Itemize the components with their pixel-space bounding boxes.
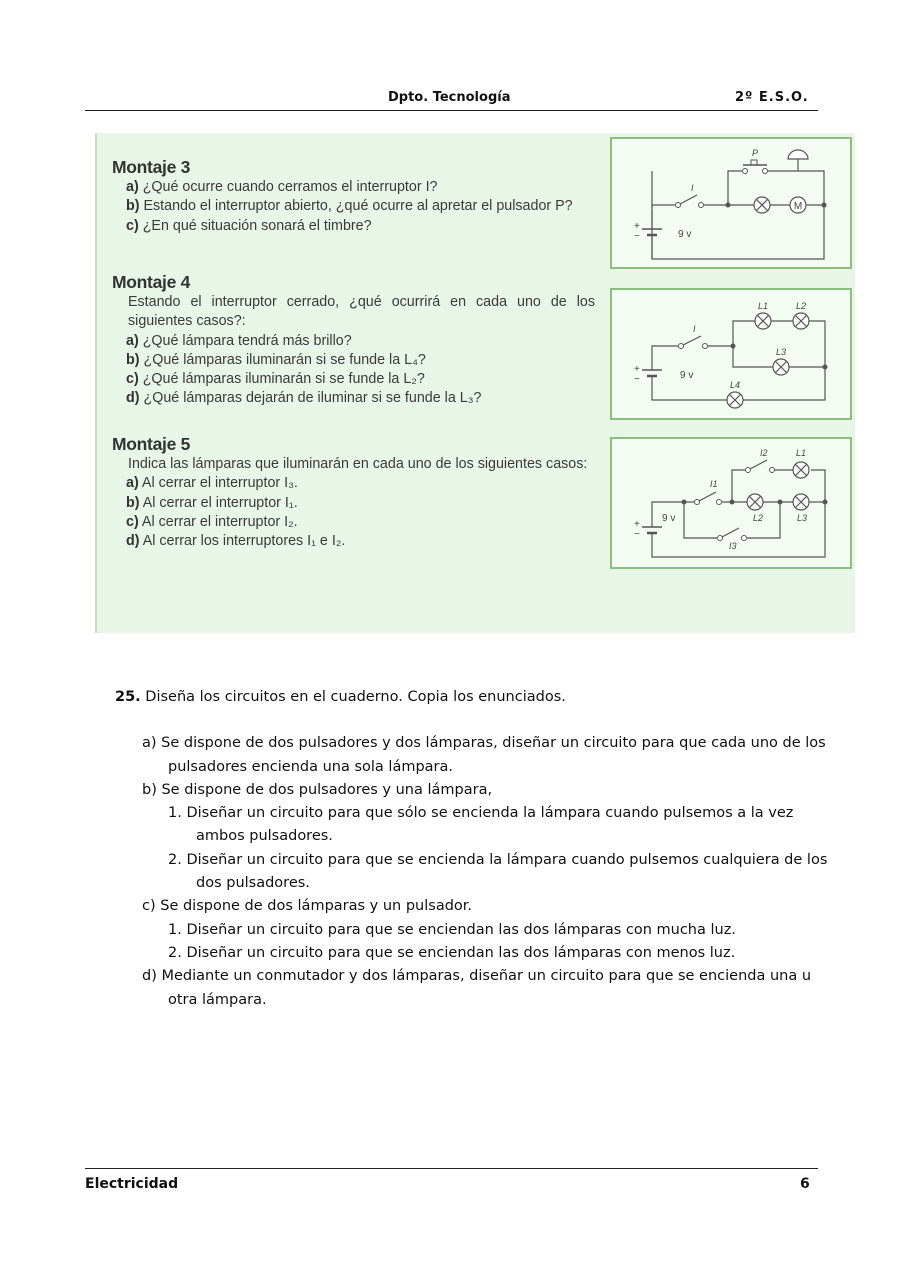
lamp-L2 (793, 313, 809, 329)
lamp-L1 (793, 462, 809, 478)
exercise-item: a) Se dispone de dos pulsadores y dos lámparas, diseñar un circuito para que cada uno de los pulsadores encienda una sola lámpara. (142, 735, 826, 775)
exercise-items (115, 732, 835, 1012)
montaje-intro: Indica las lámparas que iluminarán en cada uno de los siguientes casos: (128, 456, 588, 473)
footer-rule (85, 1168, 818, 1169)
motor-label: M (793, 201, 803, 212)
lamp-L1 (755, 313, 771, 329)
exercise-item: 2. Diseñar un circuito para que se encienda la lámpara cuando pulsemos cualquiera de los dos pulsadores. (168, 851, 828, 892)
svg-text:L3: L3 (797, 513, 808, 523)
lamp-L3 (793, 494, 809, 510)
montaje-3 (112, 158, 573, 236)
svg-text:9 v: 9 v (680, 370, 694, 381)
lamp-L2 (747, 494, 763, 510)
svg-text:I1: I1 (710, 479, 718, 489)
circuit-diagram-montaje-3 (610, 137, 852, 269)
montaje-4 (112, 273, 595, 408)
question: a) ¿Qué ocurre cuando cerramos el interruptor I? (126, 179, 438, 196)
question: d) ¿Qué lámparas dejarán de iluminar si se funde la L₃? (126, 390, 482, 407)
question: b) ¿Qué lámparas iluminarán si se funde la L₄? (126, 351, 426, 368)
question: c) ¿En qué situación sonará el timbre? (126, 217, 372, 234)
voltage-label: 9 v (678, 229, 692, 240)
svg-text:L3: L3 (776, 347, 787, 357)
lamp-L4 (727, 392, 743, 408)
exercise-item: 1. Diseñar un circuito para que se enciendan las dos lámparas con mucha luz. (168, 921, 736, 938)
svg-text:L2: L2 (753, 513, 764, 523)
exercise-item: 2. Diseñar un circuito para que se enciendan las dos lámparas con menos luz. (168, 944, 736, 961)
montaje-title: Montaje 4 (112, 272, 191, 292)
question: b) Estando el interruptor abierto, ¿qué ocurre al apretar el pulsador P? (126, 198, 573, 215)
header-department: Dpto. Tecnología (388, 90, 511, 105)
svg-text:I: I (693, 324, 696, 334)
question: a) Al cerrar el interruptor I₃. (126, 475, 298, 492)
exercise-title: Diseña los circuitos en el cuaderno. Copia los enunciados. (145, 689, 566, 705)
montaje-5 (112, 435, 595, 551)
svg-text:+: + (634, 364, 640, 375)
svg-text:−: − (634, 529, 640, 540)
montaje-intro: Estando el interruptor cerrado, ¿qué ocurrirá en cada uno de los siguientes casos?: (128, 294, 595, 330)
exercise-25 (115, 686, 835, 1012)
header-rule (85, 110, 818, 111)
svg-text:−: − (634, 374, 640, 385)
question: b) Al cerrar el interruptor I₁. (126, 494, 298, 511)
question: c) ¿Qué lámparas iluminarán si se funde la L₂? (126, 371, 425, 388)
exercise-heading (115, 686, 835, 709)
question: c) Al cerrar el interruptor I₂. (126, 513, 298, 530)
circuit-diagram-montaje-5 (610, 437, 852, 569)
circuit-diagram-montaje-4 (610, 288, 852, 420)
svg-text:+: + (634, 519, 640, 530)
svg-text:−: − (634, 231, 640, 242)
svg-text:+: + (634, 221, 640, 232)
footer-title: Electricidad (85, 1176, 179, 1192)
montaje-title: Montaje 3 (112, 157, 191, 177)
switch-label: I (691, 183, 694, 193)
question: a) ¿Qué lámpara tendrá más brillo? (126, 332, 352, 349)
svg-text:I3: I3 (729, 541, 737, 551)
exercise-number: 25. (115, 689, 141, 705)
exercise-item: d) Mediante un conmutador y dos lámparas, diseñar un circuito para que se encienda una u otra lámpara. (142, 968, 812, 1008)
svg-text:L2: L2 (796, 301, 807, 311)
question: d) Al cerrar los interruptores I₁ e I₂. (126, 533, 346, 550)
svg-text:L1: L1 (758, 301, 769, 311)
header-course: 2º E.S.O. (735, 90, 809, 105)
svg-text:L1: L1 (796, 448, 807, 458)
scanned-textbook-excerpt (95, 133, 855, 633)
svg-text:I2: I2 (760, 448, 768, 458)
pushbutton-label: P (752, 148, 759, 158)
exercise-item: 1. Diseñar un circuito para que sólo se encienda la lámpara cuando pulsemos a la vez ambos pulsadores. (168, 805, 794, 845)
page-number: 6 (800, 1176, 810, 1192)
svg-text:L4: L4 (730, 380, 741, 390)
exercise-item: c) Se dispone de dos lámparas y un pulsador. (142, 898, 473, 915)
montaje-title: Montaje 5 (112, 434, 191, 454)
svg-text:9 v: 9 v (662, 513, 676, 524)
exercise-item: b) Se dispone de dos pulsadores y una lámpara, (142, 781, 493, 798)
lamp-L3 (773, 359, 789, 375)
